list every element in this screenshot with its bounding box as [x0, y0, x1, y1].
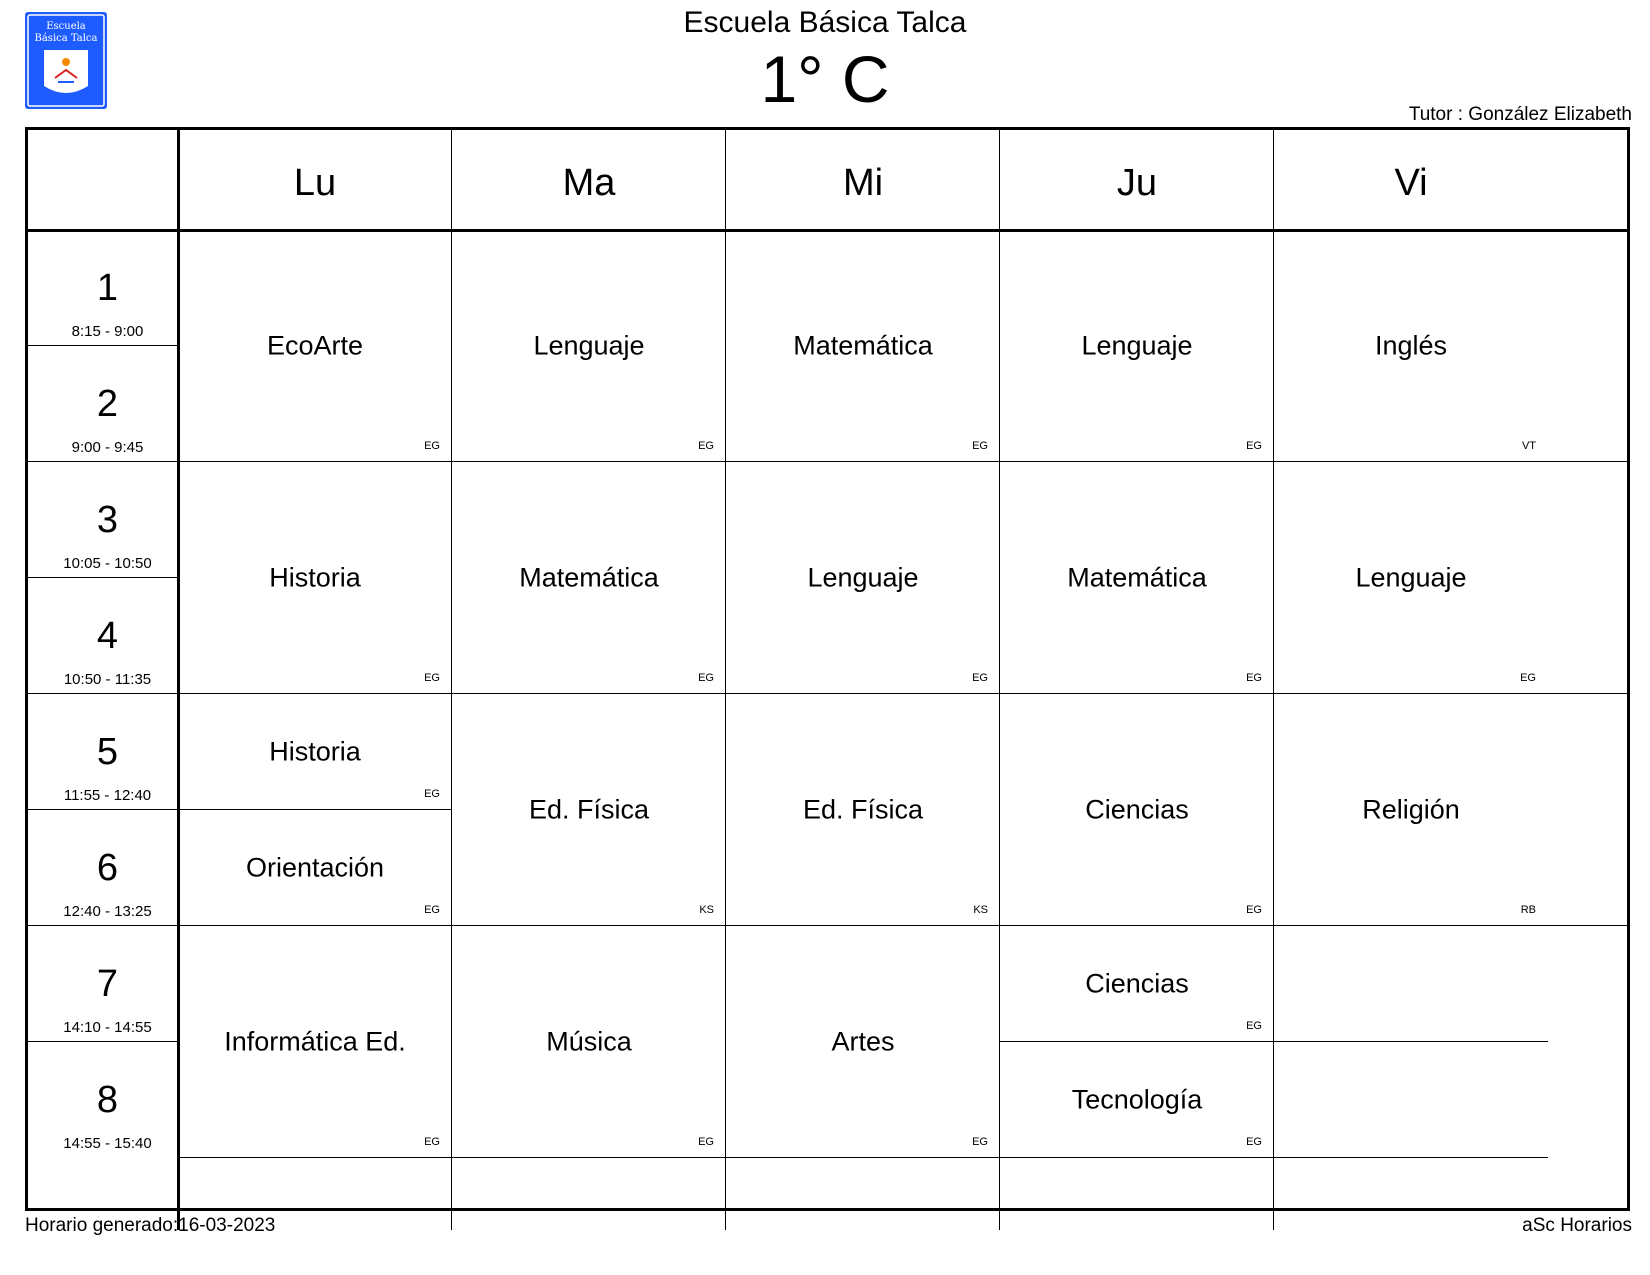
lesson-subject: EcoArte	[266, 330, 364, 361]
lesson-subject: Lenguaje	[807, 562, 919, 593]
period-divider	[28, 1041, 178, 1042]
day-header-vi: Vi	[1394, 161, 1428, 204]
lesson-cell[interactable]	[452, 926, 726, 1158]
day-header-mi: Mi	[842, 161, 884, 204]
lesson-teacher: VT	[1521, 440, 1536, 452]
timetable-grid	[25, 127, 1630, 1211]
period-time: 11:55 - 12:40	[63, 787, 152, 804]
lesson-subject: Ciencias	[1085, 794, 1189, 825]
period-time: 10:05 - 10:50	[63, 555, 152, 572]
period-time: 14:10 - 14:55	[63, 1019, 152, 1036]
lesson-cell[interactable]	[452, 230, 726, 462]
period-8	[28, 1042, 187, 1158]
lesson-teacher: EG	[424, 788, 440, 800]
day-column-divider	[451, 130, 452, 1230]
lesson-cell[interactable]	[1000, 462, 1274, 694]
lesson-cell[interactable]	[1000, 230, 1274, 462]
lesson-teacher: EG	[424, 672, 440, 684]
lesson-cell[interactable]	[1274, 462, 1548, 694]
day-column-divider	[725, 130, 726, 1230]
period-number: 5	[96, 731, 119, 773]
lesson-subject: Historia	[269, 562, 361, 593]
lesson-subject: Orientación	[245, 852, 385, 883]
period-1	[28, 230, 187, 346]
generated-date: Horario generado:16-03-2023	[25, 1215, 276, 1236]
period-column-divider	[177, 130, 180, 1230]
period-divider	[28, 809, 178, 810]
lesson-subject: Religión	[1362, 794, 1460, 825]
tutor-label: Tutor : González Elizabeth	[1408, 104, 1632, 125]
lesson-subject: Tecnología	[1071, 1084, 1203, 1115]
lesson-cell[interactable]	[1274, 230, 1548, 462]
period-number: 7	[96, 963, 119, 1005]
empty-cell[interactable]	[1274, 926, 1548, 1042]
lesson-subject: Música	[546, 1026, 632, 1057]
lesson-teacher: EG	[424, 1136, 440, 1148]
lesson-subject: Ed. Física	[802, 794, 924, 825]
lesson-cell[interactable]	[1000, 926, 1274, 1042]
period-4	[28, 578, 187, 694]
block-divider	[28, 461, 1628, 462]
cell-border	[1274, 1157, 1548, 1158]
period-time: 12:40 - 13:25	[63, 903, 152, 920]
lesson-subject: Historia	[269, 736, 361, 767]
lesson-teacher: EG	[698, 1136, 714, 1148]
lesson-subject: Matemática	[793, 330, 933, 361]
lesson-teacher: EG	[972, 672, 988, 684]
period-time: 10:50 - 11:35	[63, 671, 152, 688]
lesson-cell[interactable]	[1000, 694, 1274, 926]
cell-border	[1000, 1157, 1274, 1158]
lesson-teacher: EG	[1246, 440, 1262, 452]
lesson-subject: Artes	[831, 1026, 895, 1057]
lesson-cell[interactable]	[452, 694, 726, 926]
lesson-teacher: EG	[1246, 904, 1262, 916]
lesson-cell[interactable]	[726, 926, 1000, 1158]
logo-line-1: Escuela	[46, 21, 86, 32]
period-3	[28, 462, 187, 578]
lesson-subject: Lenguaje	[1355, 562, 1467, 593]
lesson-teacher: EG	[698, 440, 714, 452]
period-divider	[28, 577, 178, 578]
lesson-teacher: EG	[1246, 1136, 1262, 1148]
lesson-teacher: EG	[424, 904, 440, 916]
lesson-cell[interactable]	[1274, 694, 1548, 926]
lesson-teacher: EG	[972, 1136, 988, 1148]
cell-border	[726, 1157, 1000, 1158]
lesson-cell[interactable]	[726, 694, 1000, 926]
header-divider	[28, 229, 1628, 232]
day-header-lu: Lu	[293, 161, 337, 204]
lesson-subject: Matemática	[1067, 562, 1207, 593]
period-5	[28, 694, 187, 810]
lesson-teacher: EG	[424, 440, 440, 452]
lesson-cell[interactable]	[726, 462, 1000, 694]
logo-line-2: Básica Talca	[34, 33, 98, 44]
lesson-cell[interactable]	[178, 462, 452, 694]
empty-cell[interactable]	[1274, 1042, 1548, 1158]
lesson-cell[interactable]	[178, 926, 452, 1158]
lesson-subject: Lenguaje	[1081, 330, 1193, 361]
period-time: 8:15 - 9:00	[71, 323, 144, 340]
lesson-cell[interactable]	[178, 694, 452, 810]
cell-border	[452, 1157, 726, 1158]
period-number: 6	[96, 847, 119, 889]
lesson-teacher: KS	[973, 904, 988, 916]
lesson-cell[interactable]	[178, 810, 452, 926]
class-name: 1° C	[760, 42, 890, 116]
day-column-divider	[1273, 130, 1274, 1230]
lesson-subject: Informática Ed.	[224, 1026, 406, 1057]
day-header-ma: Ma	[562, 161, 616, 204]
block-divider	[28, 925, 1628, 926]
software-name: aSc Horarios	[1522, 1215, 1632, 1236]
lesson-teacher: EG	[1520, 672, 1536, 684]
period-number: 3	[96, 499, 119, 541]
period-7	[28, 926, 187, 1042]
period-6	[28, 810, 187, 926]
lesson-cell[interactable]	[1000, 1042, 1274, 1158]
day-column-divider	[999, 130, 1000, 1230]
period-number: 1	[96, 267, 119, 309]
lesson-teacher: EG	[1246, 672, 1262, 684]
lesson-teacher: KS	[699, 904, 714, 916]
lesson-teacher: RB	[1520, 904, 1536, 916]
lesson-cell[interactable]	[178, 230, 452, 462]
lesson-subject: Ed. Física	[528, 794, 650, 825]
period-time: 9:00 - 9:45	[71, 439, 144, 456]
lesson-subject: Lenguaje	[533, 330, 645, 361]
day-header-ju: Ju	[1116, 161, 1158, 204]
lesson-subject: Inglés	[1374, 330, 1448, 361]
school-name: Escuela Básica Talca	[683, 6, 967, 39]
period-number: 4	[96, 615, 119, 657]
lesson-cell[interactable]	[452, 462, 726, 694]
lesson-cell[interactable]	[726, 230, 1000, 462]
lesson-subject: Ciencias	[1085, 968, 1189, 999]
period-number: 2	[96, 383, 119, 425]
lesson-teacher: EG	[972, 440, 988, 452]
block-divider	[28, 693, 1628, 694]
period-2	[28, 346, 187, 462]
lesson-subject: Matemática	[519, 562, 659, 593]
cell-border	[178, 1157, 452, 1158]
period-number: 8	[96, 1079, 119, 1121]
period-divider	[28, 345, 178, 346]
period-time: 14:55 - 15:40	[63, 1135, 152, 1152]
lesson-teacher: EG	[1246, 1020, 1262, 1032]
lesson-teacher: EG	[698, 672, 714, 684]
